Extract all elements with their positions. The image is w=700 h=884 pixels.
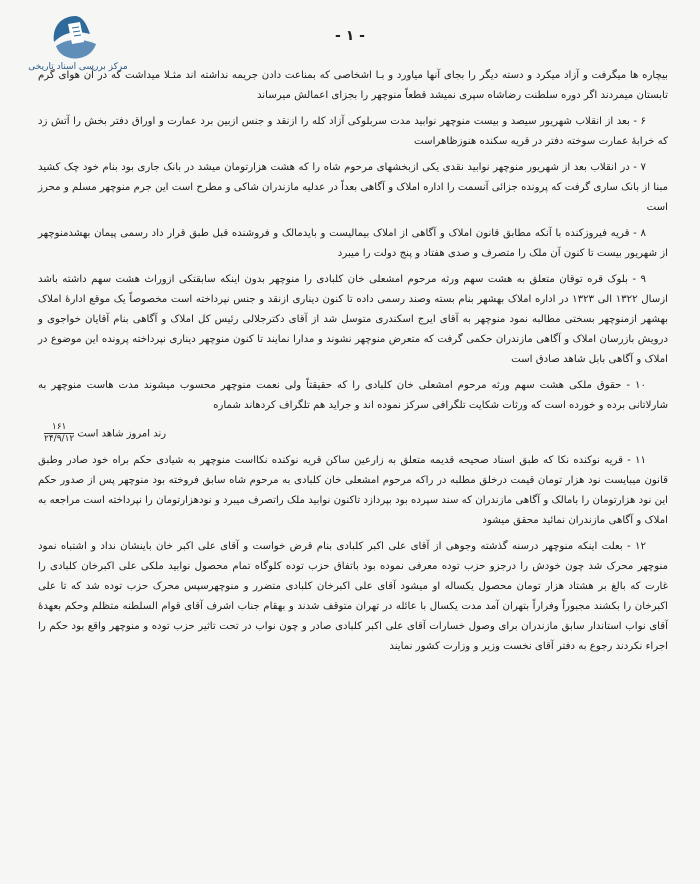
archive-logo-text: مرکز بررسی اسناد تاریخی — [28, 62, 128, 72]
reference-note-text: رند امروز شاهد است — [77, 428, 167, 440]
document-body — [38, 66, 668, 663]
reference-fraction — [44, 422, 74, 445]
fraction-denominator: ۲۴/۹/۱۲ — [44, 434, 75, 444]
paragraph-11: ۱۱ - قریه نوکنده نکا که طبق اسناد صحیحه قدیمه متعلق به زارعین ساکن قریه نوکنده نکااست منوچهر به شیادی حکم براه خود صادر وطبق قانون میبایست نود هزار تومان قیمت درخلق مطلبه در راکه مرحوم امشعلی خان کلبادی به مرحوم شاه سابق فروخته بود منوچهر پس از صدور حکم این نود هزارتومان را بامالک و آگاهی مازندران که سند سپرده بود بپردازد تاکنون نوابید ملک راتصرف میبرد و نودهزارتومان را نپرداخته است مراجعه به املاک و آگاهی مازندران نمائید محقق میشود — [38, 455, 668, 526]
reference-note — [38, 422, 668, 445]
archive-emblem-icon — [46, 12, 106, 62]
paragraph-7: ۷ - در انقلاب بعد از شهریور منوچهر نوابید نقدی یکی ازبخشهای مرحوم شاه را که هشت هزارتومان میشد در بانک جاری بود بنام خود چک کشید مبنا از بانک ساری گرفت که پرونده جزائی آنسمت را اداره املاک و آگاهی بعداً در عدلیه مازندران شاکی و مطرح است این جرم منوچهر مسلم و محرز است — [38, 162, 668, 213]
paragraph-12: ۱۲ - بعلت اینکه منوچهر درسنه گذشته وجوهی از آقای علی اکبر کلبادی بنام قرض خواست و آقای علی اکبر خان باینشان نداد و اشتباه نمود منوچهر محرک شد چون خودش را درجزو حزب توده معرفی نموده بود باتفاق حزب توده کلوگاه تمام محصول نوابید ملکی علی اکبرخان کلبادی را غارت که بالغ بر هشتاد هزار تومان محصول یکساله او میشود آقای علی اکبرخان کلبادی متضرر و منوچهرسپس محرک حزب توده شد که تا علی اکبرخان را بکشند مجبوراً وفراراً بتهران آمد مدت یکسال با عائله در تهران متوقف شدند و بهقام جناب اشرف آقای قوام السلطنه متظلم وحکم بعهدهٔ آقای نواب استاندار سابق مازندران برای وصول خسارات آقای علی اکبر کلبادی صادر و چون نواب در تحت تاثیر حزب توده و منوچهر واقع بود حکم را اجراء نکردند رجوع به دفتر آقای نخست وزیر و وزارت کشور نمایند — [38, 541, 668, 652]
paragraph-8: ۸ - قریه فیروزکنده با آنکه مطابق قانون املاک و آگاهی از املاک بیمالیست و بایدمالک و فروشنده قبل طبق قرار داد رسمی پیمان بهشدمنوچهر از شهریور بیست تا کنون آن ملک را متصرف و صدی هفتاد و پنج دولت را میبرد — [38, 228, 668, 259]
paragraph-9: ۹ - بلوک قره توقان متعلق به هشت سهم ورثه مرحوم امشعلی خان کلبادی را منوچهر بدون اینکه سابقتکی ازوراث هشت سهم داشته باشد ازسال ۱۳۲۲ الی ۱۳۲۳ در اداره املاک بهشهر بنام بسته وصند رسمی داده تا کنون دیناری ازنقد و جنس نپرداخته است مخصوصاً یک موقع ادارهٔ املاک بهشهر ازمنوچهر بسختی مطالبه نمود منوچهر به آقای ایرج اسکندری متوسل شد از آقای دکترجلالی رئیس کل املاک و آگاهی بنام آقایان خواجوی و درویش بازرسان املاک و آگاهی مازندران حکمی گرفت که متعرض منوچهر نشوند و مدارا نمایند تا کنون منوچهر دیناری نپرداخته پرونده این موضوع در املاک و آگاهی بابل شاهد صادق است — [38, 274, 669, 365]
paragraph-10: ۱۰ - حقوق ملکی هشت سهم ورثه مرحوم امشعلی خان کلبادی را که حقیقتاً ولی نعمت منوچهر محسوب میشوند مدت هاست منوچهر به شارلاتانی برده و خورده است که ورثات شکایت تلگرافی سرکز نموده اند و جراید هم تلگراف کردهاند شماره — [38, 380, 668, 411]
fraction-numerator: ۱۶۱ — [44, 422, 74, 434]
page-number: - ۱ - — [335, 28, 365, 44]
paragraph-intro: بیچاره ها میگرفت و آزاد میکرد و دسته دیگر را بجای آنها میاورد و بـا اشخاصی که بمناعت دادن جریمه نداشته اند مثـلا میداشت که در آن هوای گرم تابستان میمردند اگر دوره سلطنت رضاشاه سپری نمیشد قطعاً منوچهر را بجزای اعمالش میرساند — [38, 70, 668, 101]
paragraph-6: ۶ - بعد از انقلاب شهریور سیصد و بیست منوچهر نوابید مدت سربلوکی آزاد کله را ازنقد و جنس ازبین برد عمارت و اوراق دفتر بخش را آتش زد که خرابهٔ عمارت سوخته دفتر در قریه سکنده هنوزظاهراست — [38, 116, 668, 147]
